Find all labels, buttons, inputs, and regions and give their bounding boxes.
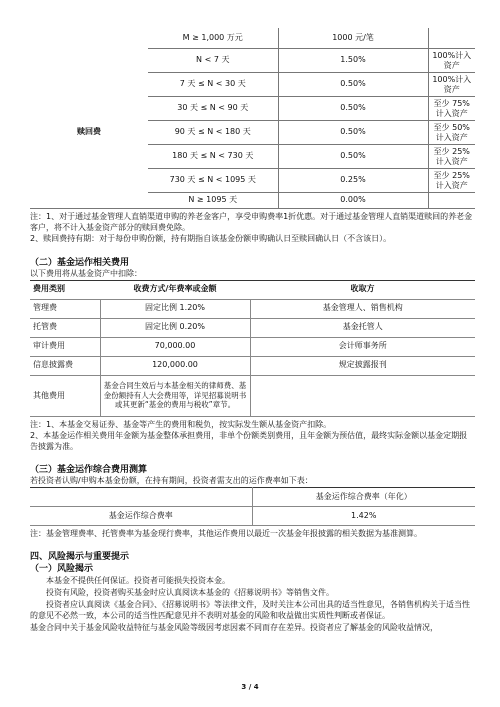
page-number: 3 / 4 xyxy=(241,683,259,691)
note-text: 2、赎回费持有期：对于每份申购份额，持有期指自该基金份额申购确认日至赎回确认日（不含该日）。 xyxy=(30,234,392,244)
table-header xyxy=(30,488,475,507)
table-row: 审计费用 70,000.00 会计师事务所 xyxy=(30,337,475,356)
section-subtitle: （一）风险揭示 xyxy=(30,564,94,575)
section-subtitle: 以下费用将从基金资产中扣除： xyxy=(30,268,142,278)
table-row xyxy=(30,145,475,169)
col-header: 基金运作综合费率（年化） xyxy=(252,488,475,507)
paragraph: 投资者应认真阅读《基金合同》、《招募说明书》等法律文件，及时关注本公司出具的适当性意见，各销售机构关于适当性的意见不必然一致，本公司的适当性匹配意见并不表明对基金的风险和收益做出实质性判断或者保证。 xyxy=(30,599,470,621)
fee-condition: M ≥ 1,000 万元 xyxy=(148,28,278,49)
to-assets: 至少 50%计入资产 xyxy=(428,121,475,145)
col-header: 收费方式/年费率或金额 xyxy=(100,280,250,299)
to-assets: 100%计入资产 xyxy=(428,73,475,97)
redemption-fee-table xyxy=(30,28,475,209)
operation-fee-table xyxy=(30,280,475,417)
note-text: 注：1、对于通过基金管理人直销渠道申购的养老金客户，享受申购费率1折优惠。对于通过基金管理人直销渠道赎回的养老金客户，将不计入基金资产部分的赎回费免除。 xyxy=(30,212,473,233)
section-title: （二）基金运作相关费用 xyxy=(30,257,130,268)
table-row xyxy=(30,28,475,49)
paragraph: 本基金不提供任何保证。投资者可能损失投资本金。 xyxy=(46,576,230,586)
fee-rate: 0.50% xyxy=(278,121,428,145)
fee-condition: 7 天 ≤ N < 30 天 xyxy=(148,73,278,97)
fee-condition: 30 天 ≤ N < 90 天 xyxy=(148,97,278,121)
fee-condition: 90 天 ≤ N < 180 天 xyxy=(148,121,278,145)
to-assets: 至少 25%计入资产 xyxy=(428,145,475,169)
table-row: 管理费 固定比例 1.20% 基金管理人、销售机构 xyxy=(30,299,475,318)
composite-fee-table xyxy=(30,487,475,526)
fee-rate: 0.50% xyxy=(278,97,428,121)
fee-condition: 180 天 ≤ N < 730 天 xyxy=(148,145,278,169)
to-assets: 至少 25%计入资产 xyxy=(428,169,475,193)
table-row: 托管费 固定比例 0.20% 基金托管人 xyxy=(30,318,475,337)
col-header: 收取方 xyxy=(250,280,475,299)
note-text: 2、本基金运作相关费用年金额为基金整体承担费用，非单个份额类别费用，且年金额为预估值，最终实际金额以基金定期报告披露为准。 xyxy=(30,430,468,451)
fee-rate: 1000 元/笔 xyxy=(278,28,428,49)
to-assets: 100%计入资产 xyxy=(428,49,475,73)
table-row xyxy=(30,49,475,73)
section-title: （三）基金运作综合费用测算 xyxy=(30,465,148,476)
section-subtitle: 若投资者认购/申购本基金份额，在持有期间，投资者需支出的运作费率如下表： xyxy=(30,476,313,486)
paragraph: 基金合同中关于基金风险收益特征与基金风险等级因考虑因素不同而存在差异。投资者应了解基金的风险收益情况， xyxy=(30,622,438,632)
table-row xyxy=(30,169,475,193)
col-header: 费用类别 xyxy=(30,280,100,299)
redemption-label: 赎回费 xyxy=(77,127,101,137)
fee-rate: 0.25% xyxy=(278,169,428,193)
table-row: 其他费用 基金合同生效后与本基金相关的律师费、基金份额持有人大会费用等，详见招募说明书或其更新“基金的费用与税收”章节。 xyxy=(30,375,475,416)
paragraph: 投资有风险，投资者购买基金时应认真阅读本基金的《招募说明书》等销售文件。 xyxy=(46,588,334,598)
fee-rate: 1.50% xyxy=(278,49,428,73)
fee-condition: N < 7 天 xyxy=(148,49,278,73)
to-assets xyxy=(428,193,475,209)
table-header xyxy=(30,280,475,299)
to-assets: 至少 75%计入资产 xyxy=(428,97,475,121)
table-row xyxy=(30,73,475,97)
note-text: 注：1、本基金交易证券、基金等产生的费用和税负，按实际发生额从基金资产扣除。 xyxy=(30,419,332,429)
fee-rate: 0.50% xyxy=(278,73,428,97)
fee-rate: 0.00% xyxy=(278,193,428,209)
table-row: 信息披露费 120,000.00 规定披露报刊 xyxy=(30,356,475,375)
note-text: 注：基金管理费率、托管费率为基金现行费率，其他运作费用以最近一次基金年报披露的相关数据为基准测算。 xyxy=(30,529,422,538)
table-row: 基金运作综合费率 1.42% xyxy=(30,507,475,526)
fee-rate: 0.50% xyxy=(278,145,428,169)
table-row xyxy=(30,97,475,121)
table-row xyxy=(30,193,475,209)
fee-condition: 730 天 ≤ N < 1095 天 xyxy=(148,169,278,193)
table-row xyxy=(30,121,475,145)
fee-condition: N ≥ 1095 天 xyxy=(148,193,278,209)
document-page xyxy=(30,28,475,633)
section-title: 四、风险揭示与重要提示 xyxy=(30,552,130,563)
